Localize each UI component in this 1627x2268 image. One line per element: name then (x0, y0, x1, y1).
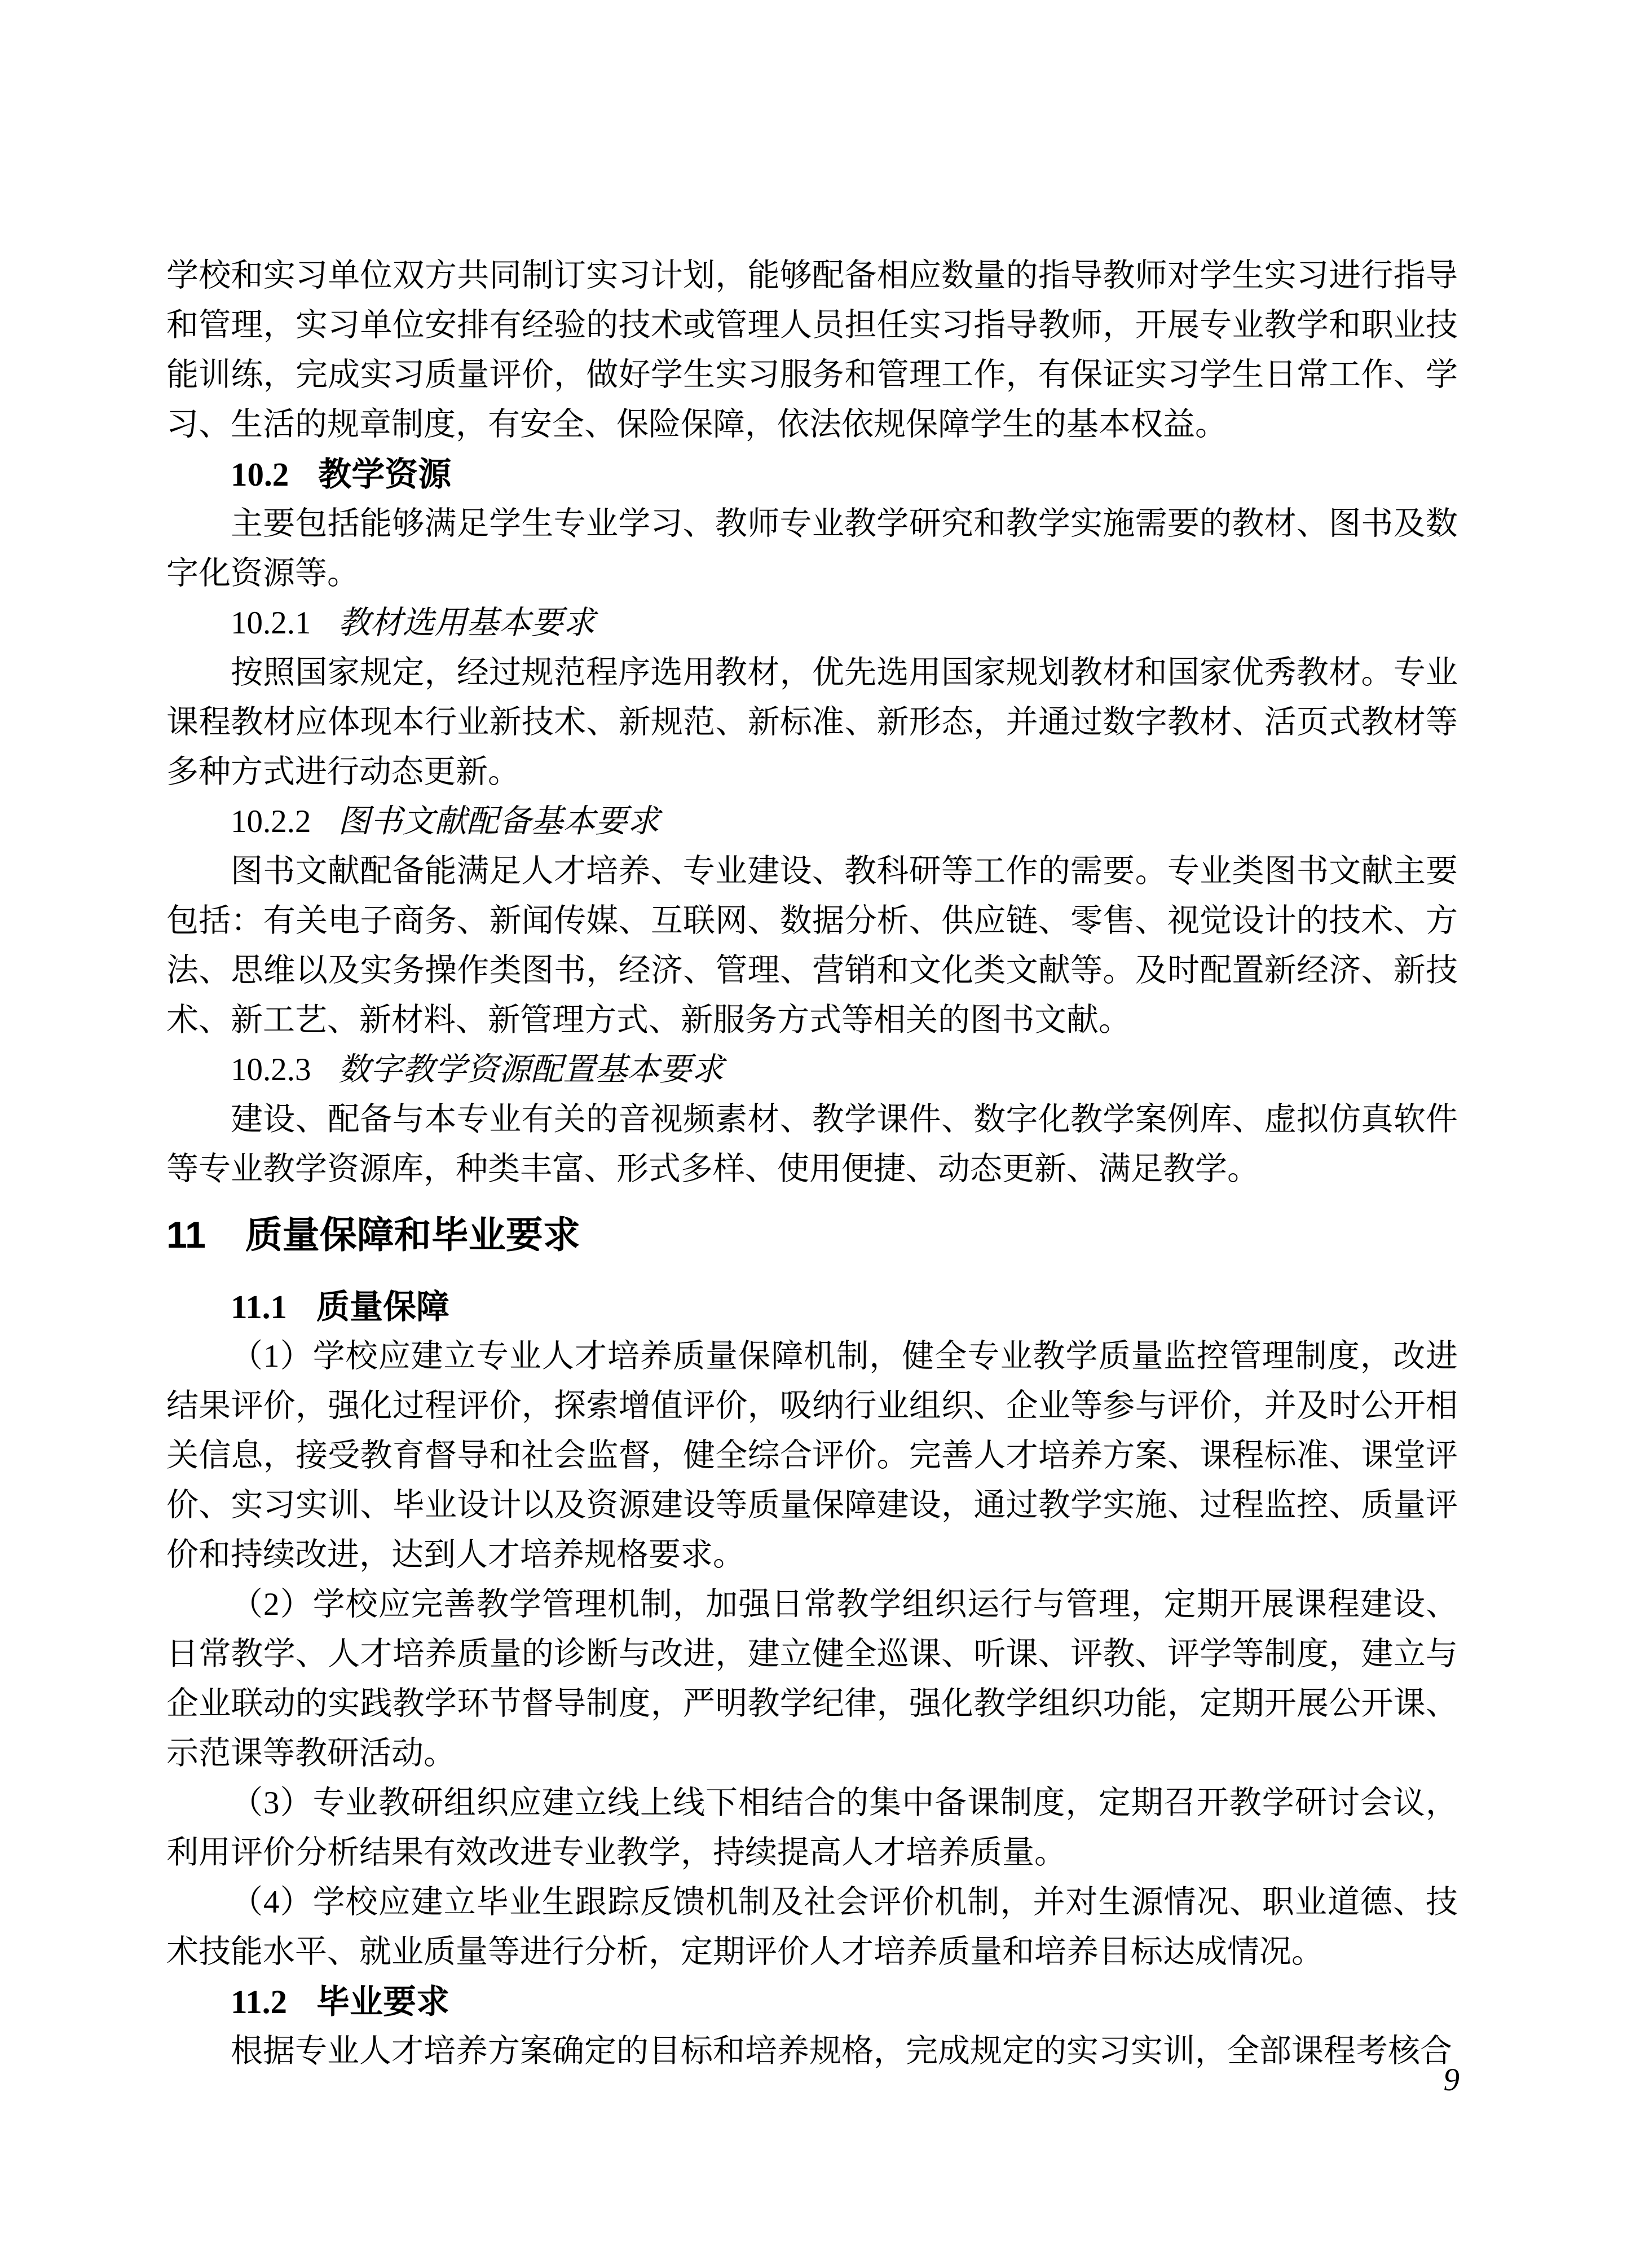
paragraph-digital-resources: 建设、配备与本专业有关的音视频素材、教学课件、数字化教学案例库、虚拟仿真软件等专业教学资源库，种类丰富、形式多样、使用便捷、动态更新、满足教学。 (166, 1102, 1458, 1187)
chapter-number: 11 (166, 1214, 206, 1256)
paragraph-quality-assurance-1: （1）学校应建立专业人才培养质量保障机制，健全专业教学质量监控管理制度，改进结果评价，强化过程评价，探索增值评价，吸纳行业组织、企业等参与评价，并及时公开相关信息，接受教育督导和社会监督，健全综合评价。完善人才培养方案、课程标准、课堂评价、实习实训、毕业设计以及资源建设等质量保障建设，通过教学实施、过程监控、质量评价和持续改进，达到人才培养规格要求。 (166, 1338, 1458, 1573)
subsection-title: 教材选用基本要求 (338, 605, 596, 641)
subsection-heading-10-2-1 (231, 598, 1458, 648)
subsection-number: 10.2.3 (231, 1052, 311, 1087)
subsection-heading-10-2-2 (231, 797, 1458, 847)
paragraph-quality-assurance-3: （3）专业教研组织应建立线上线下相结合的集中备课制度，定期召开教学研讨会议，利用评价分析结果有效改进专业教学，持续提高人才培养质量。 (166, 1785, 1458, 1870)
paragraph-teaching-resources-intro: 主要包括能够满足学生专业学习、教师专业教学研究和教学实施需要的教材、图书及数字化资源等。 (166, 506, 1458, 591)
section-number: 11.2 (231, 1983, 287, 2020)
paragraph-quality-assurance-4: （4）学校应建立毕业生跟踪反馈机制及社会评价机制，并对生源情况、职业道德、技术技能水平、就业质量等进行分析，定期评价人才培养质量和培养目标达成情况。 (166, 1884, 1458, 1970)
section-heading-10-2 (231, 450, 1458, 499)
paragraph-internship-plan: 学校和实习单位双方共同制订实习计划，能够配备相应数量的指导教师对学生实习进行指导和管理，实习单位安排有经验的技术或管理人员担任实习指导教师，开展专业教学和职业技能训练，完成实习质量评价，做好学生实习服务和管理工作，有保证实习学生日常工作、学习、生活的规章制度，有安全、保险保障，依法依规保障学生的基本权益。 (166, 258, 1458, 442)
section-heading-11-2 (231, 1977, 1458, 2027)
chapter-title: 质量保障和毕业要求 (245, 1214, 580, 1256)
section-number: 11.1 (231, 1288, 287, 1325)
section-title: 毕业要求 (316, 1983, 450, 2020)
subsection-number: 10.2.2 (231, 804, 311, 839)
section-title: 教学资源 (318, 456, 452, 493)
paragraph-textbook-selection: 按照国家规定，经过规范程序选用教材，优先选用国家规划教材和国家优秀教材。专业课程教材应体现本行业新技术、新规范、新标准、新形态，并通过数字教材、活页式教材等多种方式进行动态更新。 (166, 655, 1458, 790)
document-body (166, 251, 1458, 2076)
subsection-title: 图书文献配备基本要求 (338, 804, 660, 839)
paragraph-quality-assurance-2: （2）学校应完善教学管理机制，加强日常教学组织运行与管理，定期开展课程建设、日常教学、人才培养质量的诊断与改进，建立健全巡课、听课、评教、评学等制度，建立与企业联动的实践教学环节督导制度，严明教学纪律，强化教学组织功能，定期开展公开课、示范课等教研活动。 (166, 1587, 1458, 1771)
chapter-heading-11 (166, 1210, 1458, 1259)
section-title: 质量保障 (316, 1288, 450, 1325)
section-number: 10.2 (231, 456, 289, 493)
paragraph-graduation-requirements: 根据专业人才培养方案确定的目标和培养规格，完成规定的实习实训，全部课程考核合 (231, 2033, 1452, 2069)
subsection-heading-10-2-3 (231, 1045, 1458, 1095)
subsection-title: 数字教学资源配置基本要求 (338, 1052, 724, 1087)
subsection-number: 10.2.1 (231, 605, 311, 641)
section-heading-11-1 (231, 1282, 1458, 1332)
paragraph-library-literature: 图书文献配备能满足人才培养、专业建设、教科研等工作的需要。专业类图书文献主要包括：有关电子商务、新闻传媒、互联网、数据分析、供应链、零售、视觉设计的技术、方法、思维以及实务操作类图书，经济、管理、营销和文化类文献等。及时配置新经济、新技术、新工艺、新材料、新管理方式、新服务方式等相关的图书文献。 (166, 853, 1458, 1038)
page-number: 9 (1443, 2062, 1460, 2098)
